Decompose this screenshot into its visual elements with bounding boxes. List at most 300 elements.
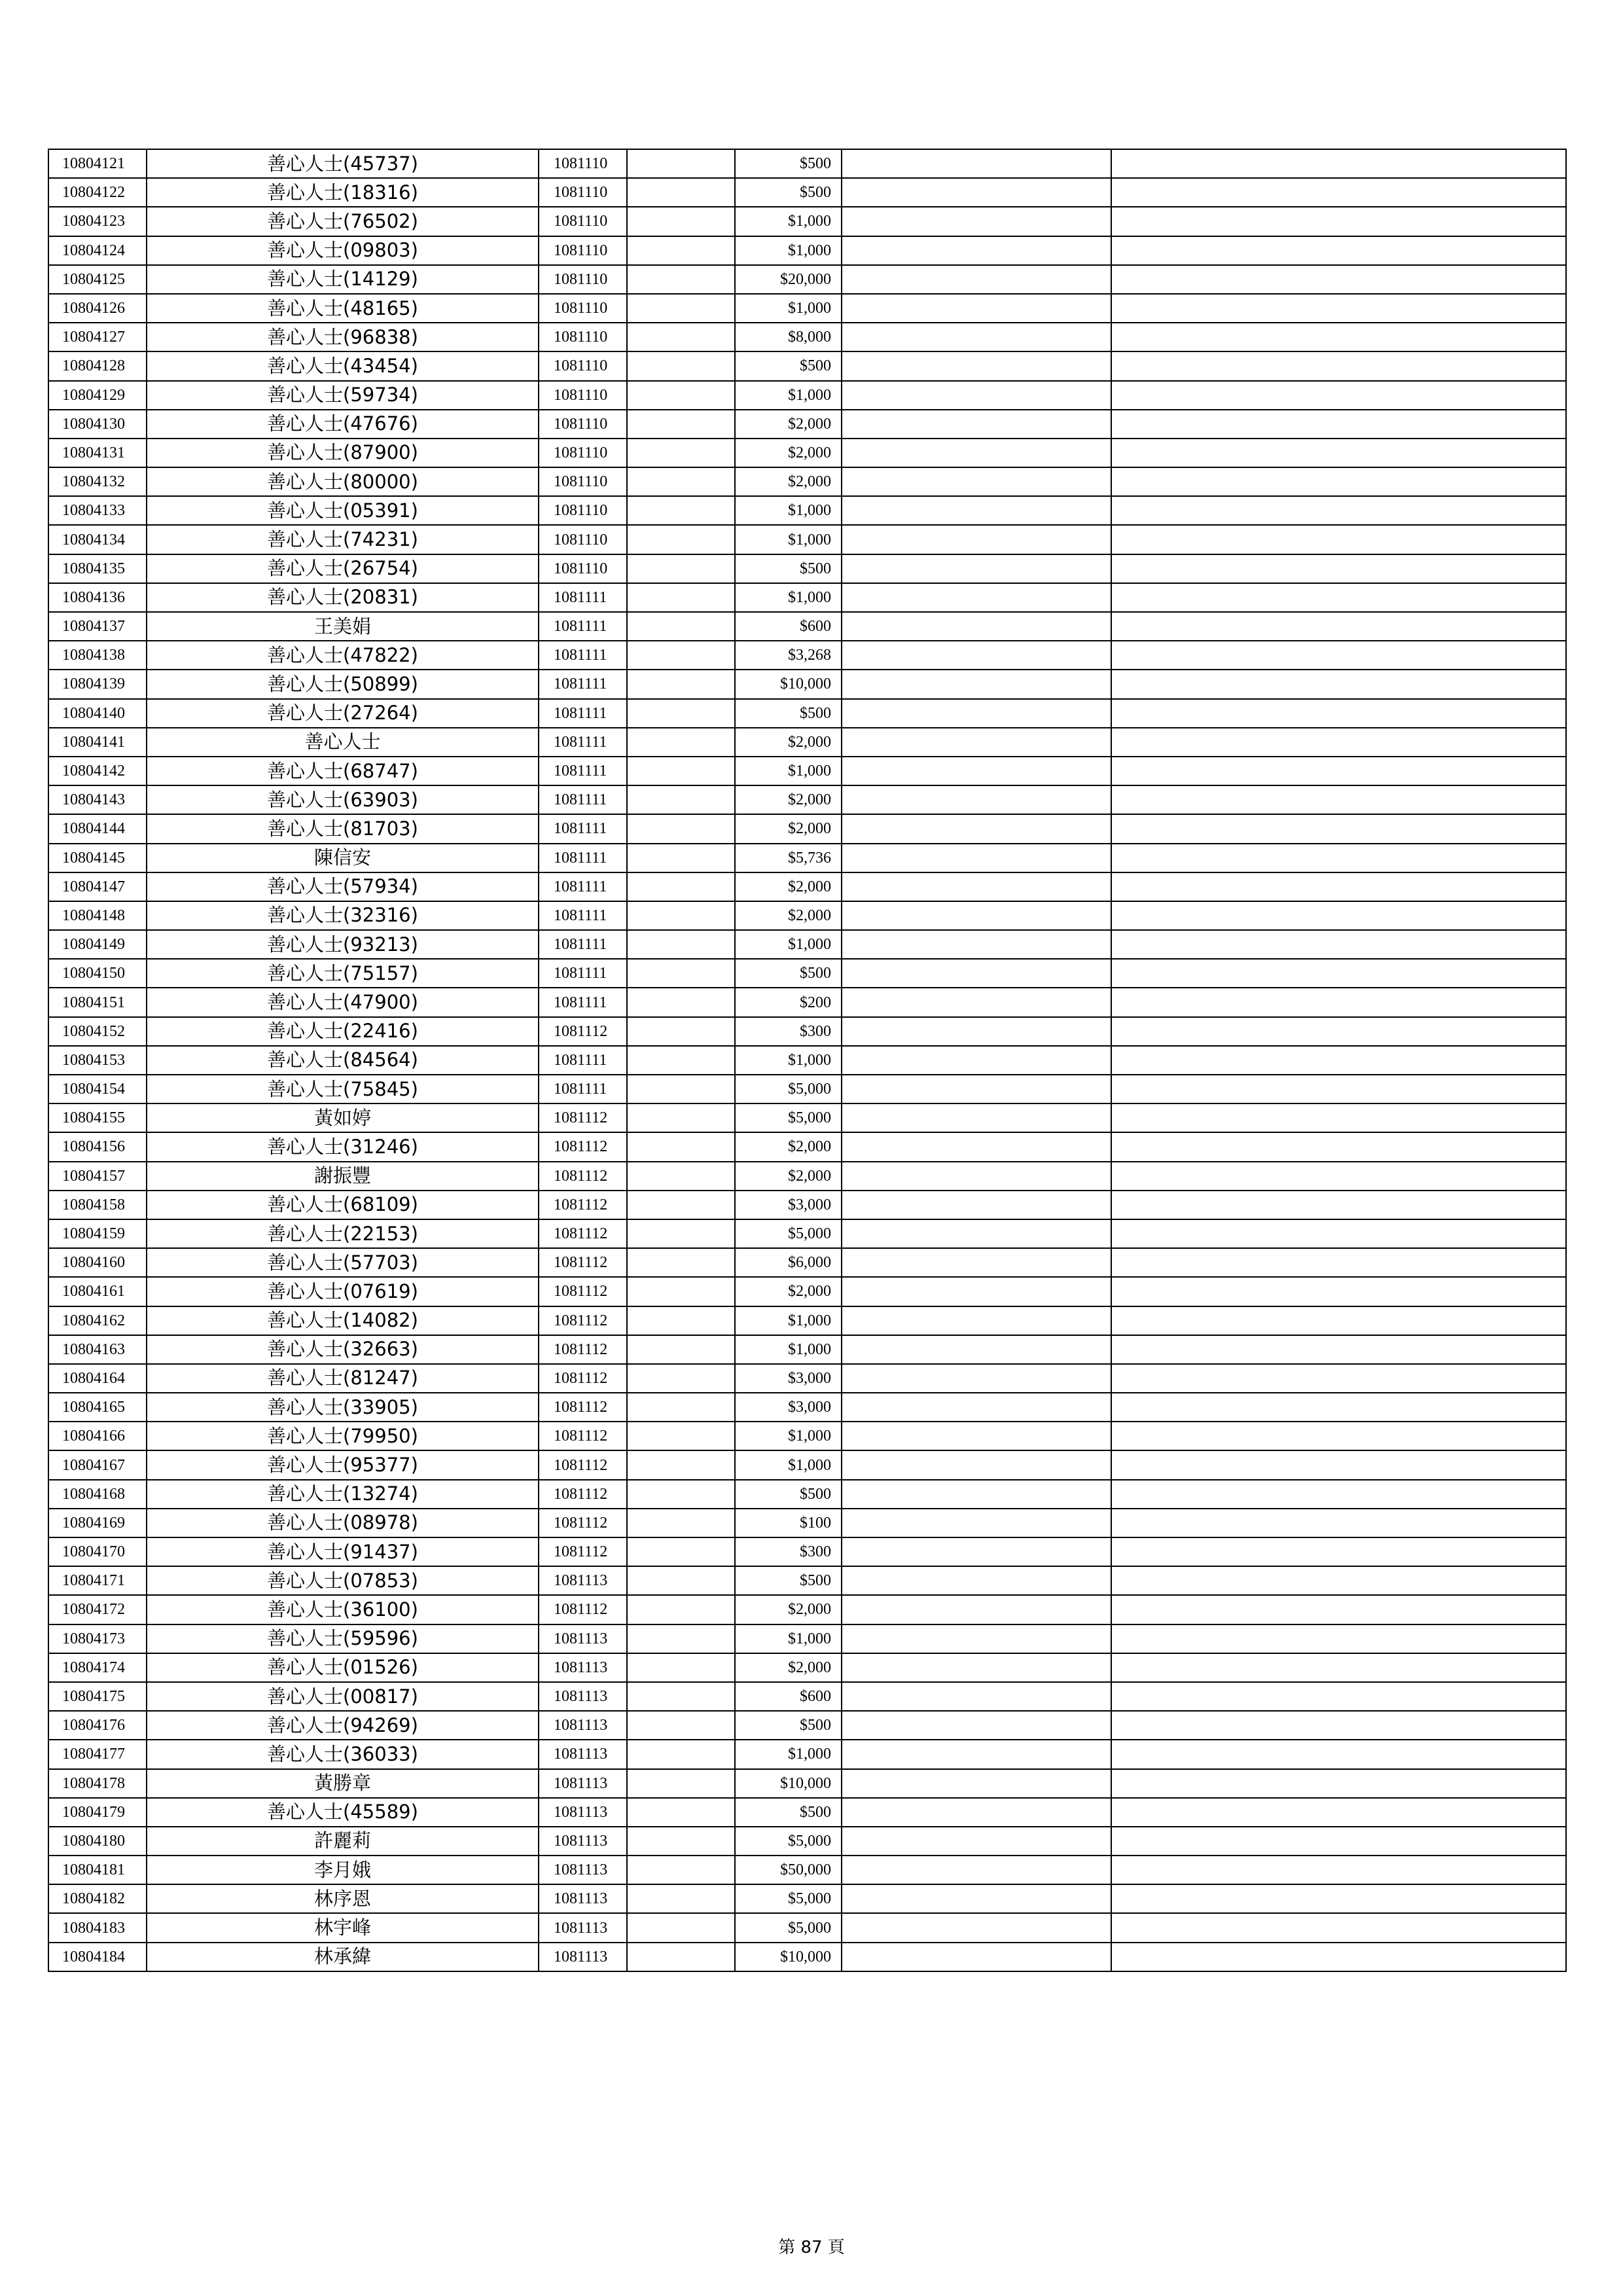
donation-date-cell: 1081111	[539, 988, 627, 1016]
donor-name-cell: 善心人士(63903)	[147, 785, 539, 814]
donation-date-cell: 1081110	[539, 351, 627, 380]
donation-date-cell: 1081110	[539, 410, 627, 439]
blank-cell	[627, 728, 735, 757]
receipt-number-cell: 10804139	[48, 670, 147, 698]
receipt-number-cell: 10804177	[48, 1740, 147, 1768]
amount-cell: $1,000	[735, 1740, 842, 1768]
blank-cell	[1111, 1624, 1566, 1653]
receipt-number-cell: 10804164	[48, 1364, 147, 1393]
blank-cell	[842, 1682, 1111, 1711]
blank-cell	[1111, 1798, 1566, 1827]
amount-cell: $3,000	[735, 1364, 842, 1393]
blank-cell	[842, 236, 1111, 265]
blank-cell	[1111, 1219, 1566, 1248]
amount-cell: $500	[735, 1480, 842, 1509]
blank-cell	[1111, 959, 1566, 988]
blank-cell	[627, 178, 735, 207]
donor-name-cell: 許麗莉	[147, 1827, 539, 1856]
receipt-number-cell: 10804156	[48, 1132, 147, 1161]
donor-name-cell: 謝振豐	[147, 1162, 539, 1191]
amount-cell: $3,268	[735, 641, 842, 670]
amount-cell: $3,000	[735, 1191, 842, 1219]
blank-cell	[627, 439, 735, 467]
amount-cell: $500	[735, 178, 842, 207]
blank-cell	[627, 410, 735, 439]
table-row	[48, 323, 1566, 351]
receipt-number-cell: 10804124	[48, 236, 147, 265]
blank-cell	[1111, 1509, 1566, 1537]
amount-cell: $2,000	[735, 467, 842, 496]
table-row	[48, 1624, 1566, 1653]
receipt-number-cell: 10804136	[48, 583, 147, 612]
receipt-number-cell: 10804184	[48, 1943, 147, 1971]
receipt-number-cell: 10804148	[48, 901, 147, 930]
blank-cell	[627, 1566, 735, 1595]
receipt-number-cell: 10804166	[48, 1422, 147, 1450]
receipt-number-cell: 10804161	[48, 1277, 147, 1306]
blank-cell	[627, 1017, 735, 1046]
table-row	[48, 1740, 1566, 1768]
donation-date-cell: 1081110	[539, 265, 627, 294]
blank-cell	[842, 641, 1111, 670]
amount-cell: $1,000	[735, 236, 842, 265]
donation-date-cell: 1081113	[539, 1913, 627, 1942]
amount-cell: $2,000	[735, 1277, 842, 1306]
receipt-number-cell: 10804158	[48, 1191, 147, 1219]
amount-cell: $1,000	[735, 525, 842, 554]
blank-cell	[842, 930, 1111, 959]
donation-date-cell: 1081111	[539, 699, 627, 728]
donation-date-cell: 1081113	[539, 1769, 627, 1798]
donation-date-cell: 1081112	[539, 1422, 627, 1450]
blank-cell	[627, 323, 735, 351]
blank-cell	[627, 496, 735, 525]
blank-cell	[627, 1103, 735, 1132]
donor-name-cell: 善心人士(79950)	[147, 1422, 539, 1450]
donor-name-cell: 善心人士(14082)	[147, 1306, 539, 1335]
donor-name-cell: 善心人士(59596)	[147, 1624, 539, 1653]
table-row	[48, 757, 1566, 785]
donation-date-cell: 1081113	[539, 1827, 627, 1856]
receipt-number-cell: 10804143	[48, 785, 147, 814]
receipt-number-cell: 10804122	[48, 178, 147, 207]
donor-name-cell: 李月娥	[147, 1856, 539, 1884]
donation-date-cell: 1081113	[539, 1711, 627, 1740]
blank-cell	[842, 1046, 1111, 1075]
amount-cell: $3,000	[735, 1393, 842, 1422]
blank-cell	[1111, 351, 1566, 380]
donation-date-cell: 1081113	[539, 1856, 627, 1884]
donor-name-cell: 善心人士(43454)	[147, 351, 539, 380]
donation-date-cell: 1081113	[539, 1943, 627, 1971]
receipt-number-cell: 10804135	[48, 554, 147, 583]
amount-cell: $2,000	[735, 1595, 842, 1624]
blank-cell	[842, 583, 1111, 612]
receipt-number-cell: 10804150	[48, 959, 147, 988]
blank-cell	[1111, 1393, 1566, 1422]
blank-cell	[842, 1537, 1111, 1566]
amount-cell: $500	[735, 1798, 842, 1827]
blank-cell	[627, 959, 735, 988]
blank-cell	[842, 1277, 1111, 1306]
donation-date-cell: 1081113	[539, 1884, 627, 1913]
donor-name-cell: 善心人士(81703)	[147, 814, 539, 843]
receipt-number-cell: 10804167	[48, 1450, 147, 1479]
donor-name-cell: 善心人士(18316)	[147, 178, 539, 207]
blank-cell	[1111, 236, 1566, 265]
donor-name-cell: 善心人士(47676)	[147, 410, 539, 439]
donation-date-cell: 1081110	[539, 149, 627, 178]
amount-cell: $300	[735, 1537, 842, 1566]
donation-date-cell: 1081110	[539, 496, 627, 525]
blank-cell	[1111, 1046, 1566, 1075]
donation-date-cell: 1081112	[539, 1277, 627, 1306]
blank-cell	[1111, 323, 1566, 351]
donation-date-cell: 1081110	[539, 294, 627, 323]
blank-cell	[842, 439, 1111, 467]
receipt-number-cell: 10804176	[48, 1711, 147, 1740]
blank-cell	[627, 149, 735, 178]
donor-name-cell: 善心人士(57934)	[147, 872, 539, 901]
blank-cell	[842, 1595, 1111, 1624]
donation-date-cell: 1081110	[539, 554, 627, 583]
donation-date-cell: 1081111	[539, 785, 627, 814]
blank-cell	[627, 1480, 735, 1509]
blank-cell	[842, 901, 1111, 930]
blank-cell	[627, 1653, 735, 1682]
donor-name-cell: 善心人士(96838)	[147, 323, 539, 351]
donor-name-cell: 善心人士(81247)	[147, 1364, 539, 1393]
blank-cell	[842, 1335, 1111, 1364]
table-row	[48, 1191, 1566, 1219]
donation-date-cell: 1081112	[539, 1248, 627, 1277]
blank-cell	[627, 1537, 735, 1566]
donation-date-cell: 1081112	[539, 1537, 627, 1566]
donor-name-cell: 善心人士(47822)	[147, 641, 539, 670]
donor-name-cell: 善心人士(59734)	[147, 381, 539, 410]
amount-cell: $5,000	[735, 1103, 842, 1132]
page-number: 第 87 頁	[778, 2238, 845, 2257]
receipt-number-cell: 10804178	[48, 1769, 147, 1798]
amount-cell: $1,000	[735, 1335, 842, 1364]
table-row	[48, 1277, 1566, 1306]
blank-cell	[1111, 410, 1566, 439]
blank-cell	[1111, 554, 1566, 583]
table-row	[48, 439, 1566, 467]
blank-cell	[627, 1682, 735, 1711]
amount-cell: $1,000	[735, 583, 842, 612]
amount-cell: $1,000	[735, 294, 842, 323]
receipt-number-cell: 10804141	[48, 728, 147, 757]
donation-date-cell: 1081111	[539, 612, 627, 641]
amount-cell: $50,000	[735, 1856, 842, 1884]
receipt-number-cell: 10804140	[48, 699, 147, 728]
blank-cell	[842, 728, 1111, 757]
donation-date-cell: 1081110	[539, 236, 627, 265]
table-row	[48, 959, 1566, 988]
donation-date-cell: 1081111	[539, 757, 627, 785]
blank-cell	[1111, 265, 1566, 294]
amount-cell: $1,000	[735, 496, 842, 525]
donor-name-cell: 善心人士(22416)	[147, 1017, 539, 1046]
amount-cell: $8,000	[735, 323, 842, 351]
table-row	[48, 699, 1566, 728]
amount-cell: $500	[735, 149, 842, 178]
receipt-number-cell: 10804123	[48, 207, 147, 236]
table-row	[48, 1943, 1566, 1971]
table-row	[48, 1162, 1566, 1191]
blank-cell	[842, 1364, 1111, 1393]
amount-cell: $5,000	[735, 1075, 842, 1103]
blank-cell	[1111, 1566, 1566, 1595]
blank-cell	[1111, 872, 1566, 901]
blank-cell	[842, 1017, 1111, 1046]
donor-name-cell: 善心人士(36100)	[147, 1595, 539, 1624]
donor-name-cell: 善心人士(68109)	[147, 1191, 539, 1219]
table-row	[48, 1450, 1566, 1479]
blank-cell	[1111, 1162, 1566, 1191]
amount-cell: $2,000	[735, 439, 842, 467]
table-row	[48, 554, 1566, 583]
receipt-number-cell: 10804182	[48, 1884, 147, 1913]
blank-cell	[1111, 1103, 1566, 1132]
donor-name-cell: 善心人士(00817)	[147, 1682, 539, 1711]
donation-date-cell: 1081110	[539, 207, 627, 236]
blank-cell	[1111, 1653, 1566, 1682]
amount-cell: $1,000	[735, 1450, 842, 1479]
receipt-number-cell: 10804157	[48, 1162, 147, 1191]
donation-date-cell: 1081110	[539, 525, 627, 554]
blank-cell	[842, 351, 1111, 380]
table-row	[48, 1682, 1566, 1711]
receipt-number-cell: 10804128	[48, 351, 147, 380]
blank-cell	[627, 872, 735, 901]
donor-name-cell: 善心人士(27264)	[147, 699, 539, 728]
blank-cell	[1111, 1913, 1566, 1942]
blank-cell	[1111, 757, 1566, 785]
donation-date-cell: 1081110	[539, 178, 627, 207]
receipt-number-cell: 10804144	[48, 814, 147, 843]
receipt-number-cell: 10804153	[48, 1046, 147, 1075]
blank-cell	[627, 467, 735, 496]
table-row	[48, 525, 1566, 554]
table-row	[48, 612, 1566, 641]
blank-cell	[627, 554, 735, 583]
receipt-number-cell: 10804131	[48, 439, 147, 467]
blank-cell	[1111, 467, 1566, 496]
donor-name-cell: 善心人士(76502)	[147, 207, 539, 236]
donor-name-cell: 王美娟	[147, 612, 539, 641]
donor-name-cell: 善心人士(74231)	[147, 525, 539, 554]
table-row	[48, 1884, 1566, 1913]
amount-cell: $2,000	[735, 814, 842, 843]
donation-date-cell: 1081111	[539, 959, 627, 988]
blank-cell	[1111, 785, 1566, 814]
blank-cell	[842, 1450, 1111, 1479]
blank-cell	[627, 1913, 735, 1942]
blank-cell	[1111, 1191, 1566, 1219]
amount-cell: $1,000	[735, 757, 842, 785]
amount-cell: $10,000	[735, 1769, 842, 1798]
blank-cell	[1111, 1075, 1566, 1103]
blank-cell	[627, 1393, 735, 1422]
amount-cell: $5,000	[735, 1219, 842, 1248]
amount-cell: $500	[735, 1711, 842, 1740]
donation-date-cell: 1081112	[539, 1595, 627, 1624]
receipt-number-cell: 10804121	[48, 149, 147, 178]
blank-cell	[842, 178, 1111, 207]
blank-cell	[842, 1393, 1111, 1422]
receipt-number-cell: 10804180	[48, 1827, 147, 1856]
blank-cell	[1111, 641, 1566, 670]
table-row	[48, 872, 1566, 901]
receipt-number-cell: 10804175	[48, 1682, 147, 1711]
blank-cell	[842, 1422, 1111, 1450]
donor-name-cell: 黃勝章	[147, 1769, 539, 1798]
blank-cell	[627, 1450, 735, 1479]
receipt-number-cell: 10804147	[48, 872, 147, 901]
table-row	[48, 814, 1566, 843]
amount-cell: $10,000	[735, 670, 842, 698]
blank-cell	[842, 1624, 1111, 1653]
donation-date-cell: 1081112	[539, 1103, 627, 1132]
blank-cell	[842, 612, 1111, 641]
donor-name-cell: 善心人士(20831)	[147, 583, 539, 612]
blank-cell	[842, 1248, 1111, 1277]
donor-name-cell: 善心人士(33905)	[147, 1393, 539, 1422]
receipt-number-cell: 10804165	[48, 1393, 147, 1422]
donor-name-cell: 善心人士(95377)	[147, 1450, 539, 1479]
receipt-number-cell: 10804134	[48, 525, 147, 554]
receipt-number-cell: 10804129	[48, 381, 147, 410]
donor-name-cell: 善心人士(50899)	[147, 670, 539, 698]
donor-name-cell: 善心人士(01526)	[147, 1653, 539, 1682]
blank-cell	[842, 467, 1111, 496]
blank-cell	[627, 699, 735, 728]
amount-cell: $1,000	[735, 930, 842, 959]
blank-cell	[842, 1856, 1111, 1884]
receipt-number-cell: 10804151	[48, 988, 147, 1016]
blank-cell	[627, 1711, 735, 1740]
donation-date-cell: 1081111	[539, 814, 627, 843]
donor-name-cell: 林承緯	[147, 1943, 539, 1971]
donor-name-cell: 善心人士(32316)	[147, 901, 539, 930]
blank-cell	[1111, 1422, 1566, 1450]
donor-name-cell: 善心人士(26754)	[147, 554, 539, 583]
blank-cell	[627, 670, 735, 698]
blank-cell	[842, 670, 1111, 698]
table-row	[48, 1480, 1566, 1509]
donation-date-cell: 1081112	[539, 1132, 627, 1161]
blank-cell	[1111, 1248, 1566, 1277]
receipt-number-cell: 10804132	[48, 467, 147, 496]
donation-date-cell: 1081111	[539, 641, 627, 670]
blank-cell	[1111, 901, 1566, 930]
blank-cell	[842, 525, 1111, 554]
blank-cell	[1111, 930, 1566, 959]
amount-cell: $1,000	[735, 381, 842, 410]
receipt-number-cell: 10804137	[48, 612, 147, 641]
donor-name-cell: 林宇峰	[147, 1913, 539, 1942]
table-row	[48, 1595, 1566, 1624]
blank-cell	[842, 1219, 1111, 1248]
amount-cell: $5,000	[735, 1884, 842, 1913]
blank-cell	[627, 351, 735, 380]
amount-cell: $20,000	[735, 265, 842, 294]
blank-cell	[1111, 149, 1566, 178]
donation-date-cell: 1081111	[539, 872, 627, 901]
blank-cell	[1111, 1682, 1566, 1711]
blank-cell	[1111, 670, 1566, 698]
receipt-number-cell: 10804173	[48, 1624, 147, 1653]
table-row	[48, 901, 1566, 930]
donation-date-cell: 1081112	[539, 1191, 627, 1219]
receipt-number-cell: 10804142	[48, 757, 147, 785]
donation-date-cell: 1081111	[539, 670, 627, 698]
table-row	[48, 467, 1566, 496]
blank-cell	[627, 1364, 735, 1393]
blank-cell	[1111, 988, 1566, 1016]
receipt-number-cell: 10804152	[48, 1017, 147, 1046]
blank-cell	[1111, 496, 1566, 525]
blank-cell	[842, 1884, 1111, 1913]
blank-cell	[627, 583, 735, 612]
donation-date-cell: 1081112	[539, 1306, 627, 1335]
blank-cell	[1111, 1537, 1566, 1566]
blank-cell	[1111, 1856, 1566, 1884]
blank-cell	[842, 785, 1111, 814]
blank-cell	[1111, 207, 1566, 236]
donor-name-cell: 善心人士(75157)	[147, 959, 539, 988]
donation-date-cell: 1081111	[539, 728, 627, 757]
receipt-number-cell: 10804130	[48, 410, 147, 439]
table-row	[48, 728, 1566, 757]
table-row	[48, 1248, 1566, 1277]
blank-cell	[1111, 814, 1566, 843]
donation-date-cell: 1081112	[539, 1162, 627, 1191]
receipt-number-cell: 10804168	[48, 1480, 147, 1509]
amount-cell: $2,000	[735, 1162, 842, 1191]
donor-name-cell: 善心人士(09803)	[147, 236, 539, 265]
table-row	[48, 785, 1566, 814]
donation-date-cell: 1081112	[539, 1017, 627, 1046]
blank-cell	[1111, 1335, 1566, 1364]
table-row	[48, 351, 1566, 380]
table-row	[48, 670, 1566, 698]
donor-name-cell: 善心人士(45737)	[147, 149, 539, 178]
donation-date-cell: 1081112	[539, 1480, 627, 1509]
donation-date-cell: 1081113	[539, 1624, 627, 1653]
blank-cell	[842, 265, 1111, 294]
blank-cell	[627, 1509, 735, 1537]
donation-date-cell: 1081110	[539, 381, 627, 410]
amount-cell: $2,000	[735, 901, 842, 930]
donor-name-cell: 善心人士(87900)	[147, 439, 539, 467]
donation-date-cell: 1081111	[539, 583, 627, 612]
amount-cell: $300	[735, 1017, 842, 1046]
blank-cell	[1111, 612, 1566, 641]
donation-date-cell: 1081113	[539, 1740, 627, 1768]
amount-cell: $5,000	[735, 1827, 842, 1856]
table-row	[48, 1856, 1566, 1884]
blank-cell	[842, 1913, 1111, 1942]
donor-name-cell: 善心人士(48165)	[147, 294, 539, 323]
receipt-number-cell: 10804170	[48, 1537, 147, 1566]
amount-cell: $600	[735, 1682, 842, 1711]
donor-name-cell: 善心人士(91437)	[147, 1537, 539, 1566]
table-row	[48, 410, 1566, 439]
blank-cell	[627, 1595, 735, 1624]
